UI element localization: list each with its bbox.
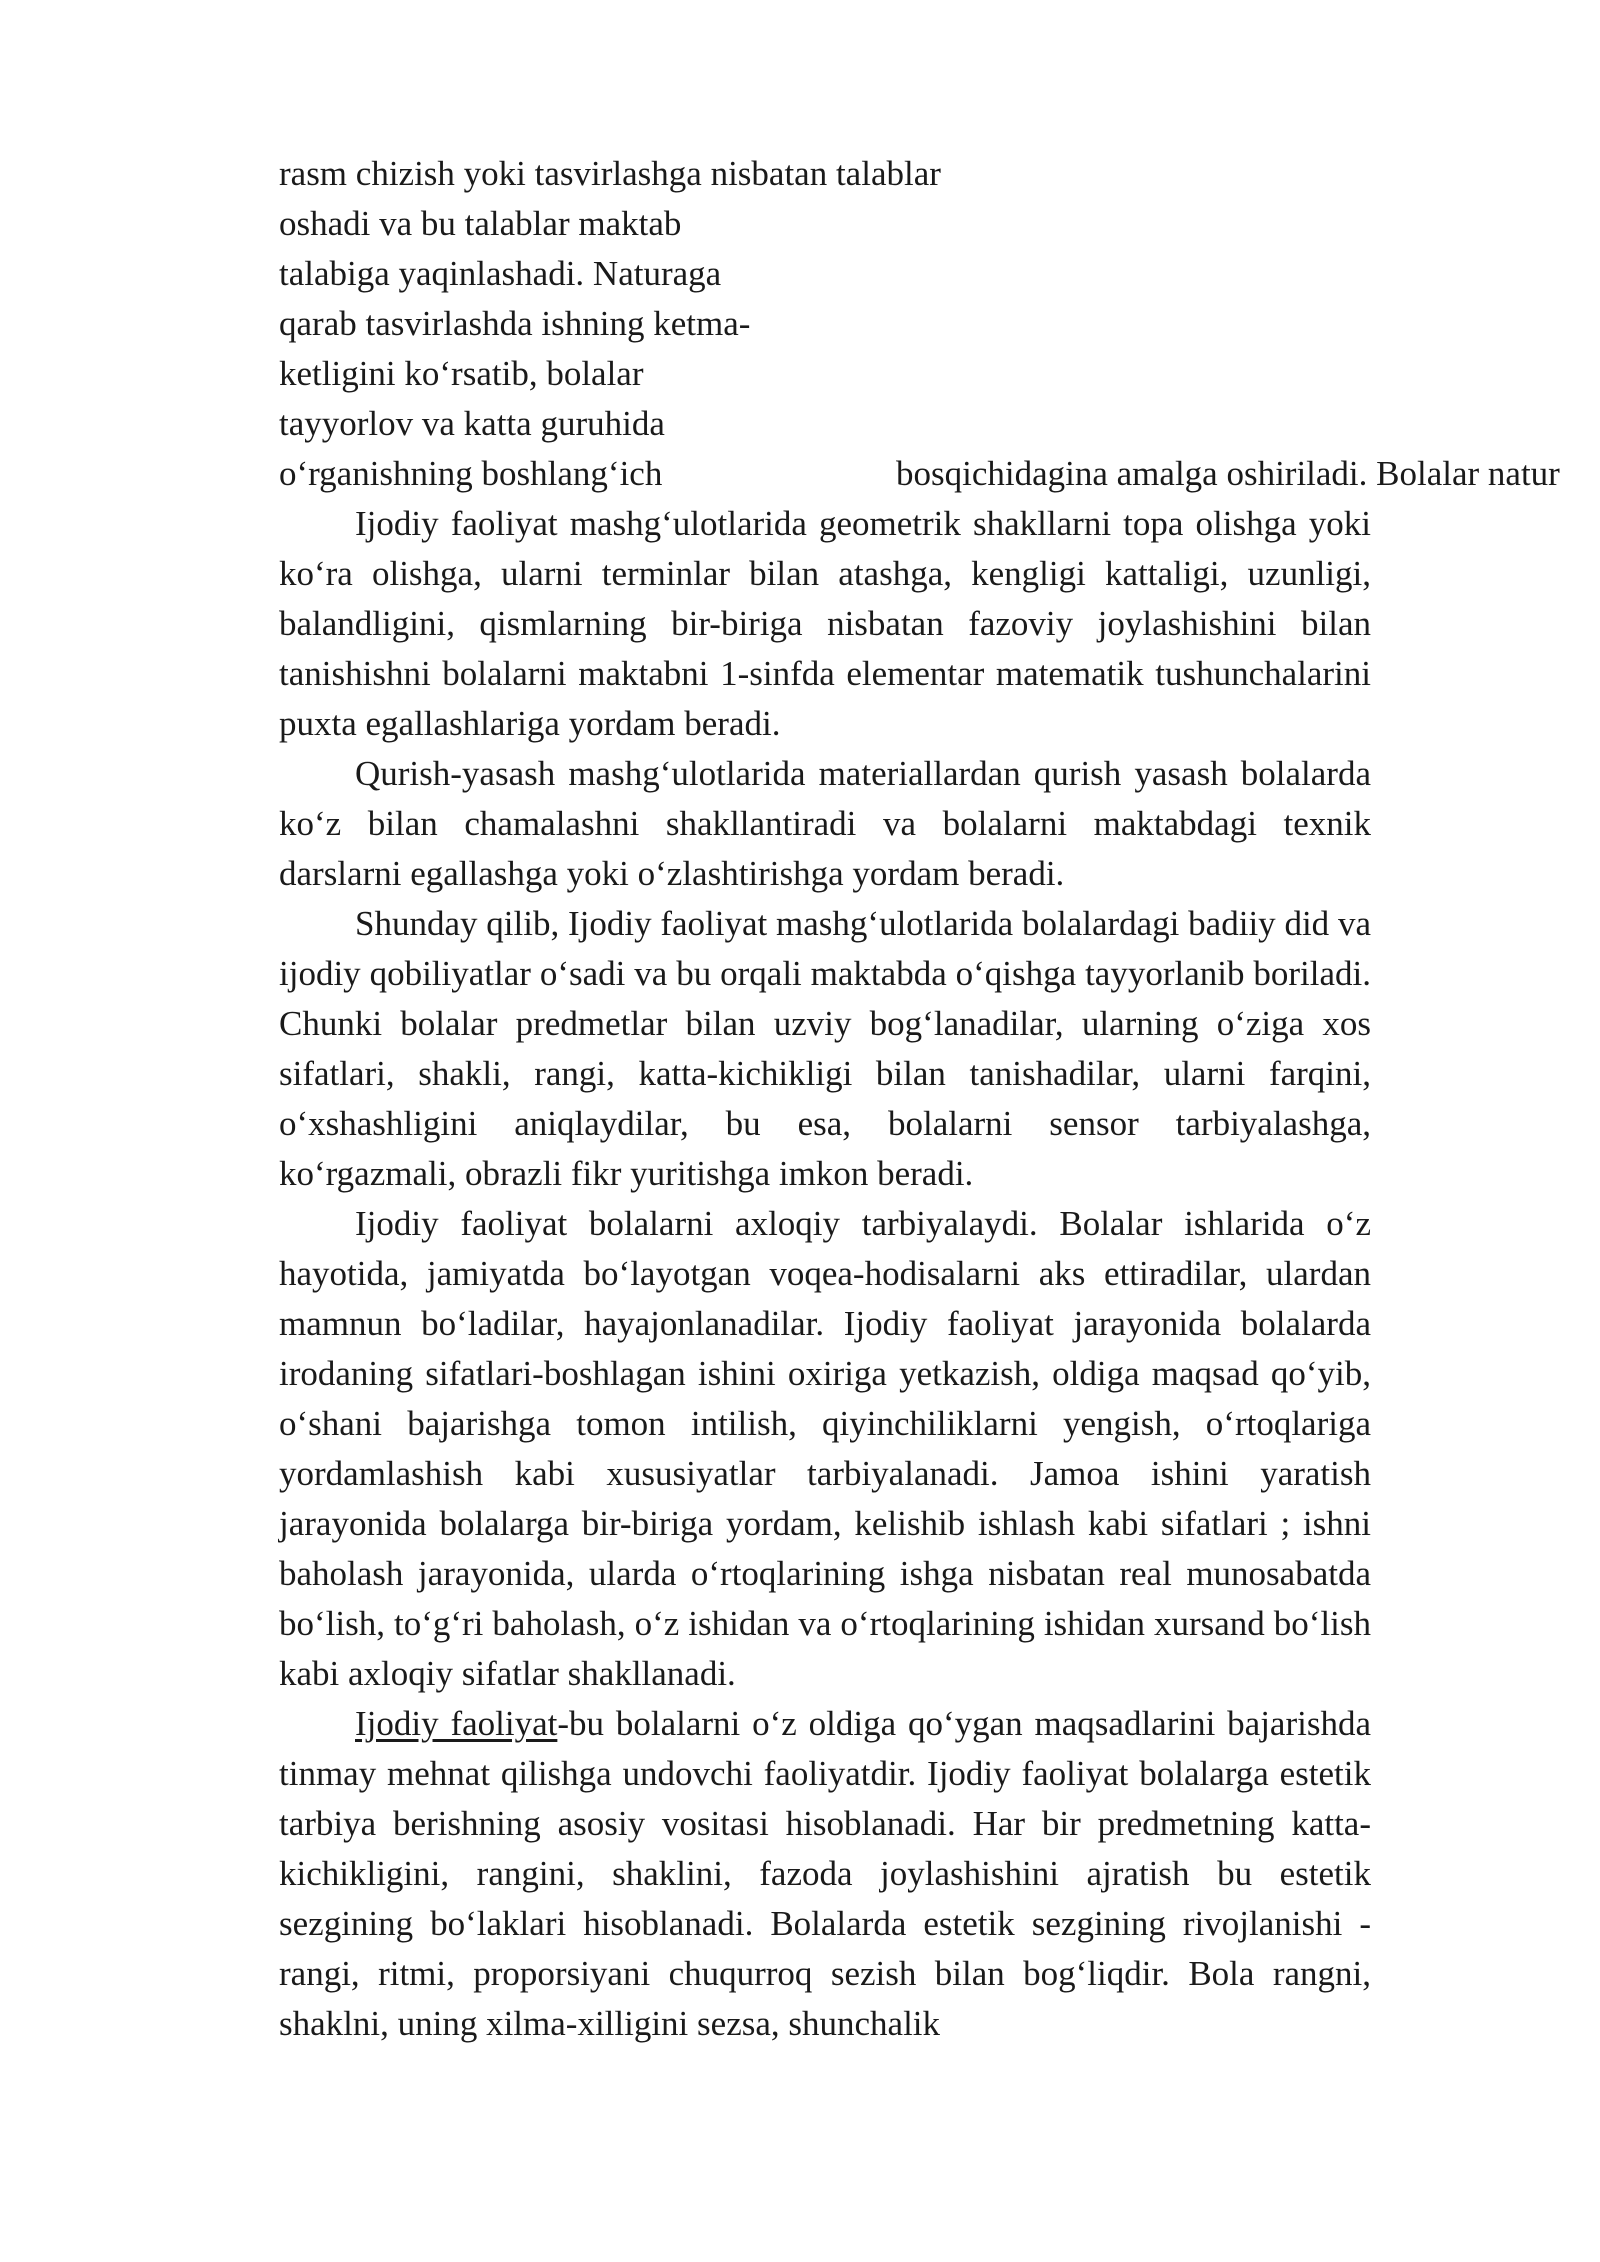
definition-text: -bu bolalarni o‘z oldiga qo‘ygan maqsadlarini bajarishda tinmay mehnat qilishga undovchi faoliyatdir. Ijodiy faoliyat bolalarga estetik tarbiya berishning asosiy vositasi hisoblanadi. Har bir predmetning katta-kichikligini, rangini, shaklini, fazoda joylashishini ajratish bu estetik sezgining bo‘laklari hisoblanadi. Bolalarda estetik sezgining rivojlanishi - rangi, ritmi, proporsiyani chuqurroq sezish bilan bog‘liqdir. Bola rangni, shaklni, uning xilma-xilligini sezsa, shunchalik: [279, 1704, 1371, 2043]
text-line-3: talabiga yaqinlashadi. Naturaga: [279, 254, 722, 293]
body-text: [279, 499, 1371, 2049]
text-line-1: rasm chizish yoki tasvirlashga nisbatan talablar: [279, 154, 941, 193]
text-line-7: o‘rganishning boshlang‘ich: [279, 454, 663, 493]
paragraph-construction: Qurish-yasash mashg‘ulotlarida materiallardan qurish yasash bolalarda ko‘z bilan chamalashni shakllantiradi va bolalarni maktabdagi texnik darslarni egallashga yoki o‘zlashtirishga yordam beradi.: [279, 754, 1371, 893]
text-line-5: ketligini ko‘rsatib, bolalar: [279, 354, 644, 393]
paragraph-geometry: Ijodiy faoliyat mashg‘ulotlarida geometrik shakllarni topa olishga yoki ko‘ra olishga, ularni terminlar bilan atashga, kengligi kattaligi, uzunligi, balandligini, qismlarning bir-biriga nisbatan fazoviy joylashishini bilan tanishishni bolalarni maktabni 1-sinfda elementar matematik tushunchalarini puxta egallashlariga yordam beradi.: [279, 504, 1371, 743]
paragraph-summary: Shunday qilib, Ijodiy faoliyat mashg‘ulotlarida bolalardagi badiiy did va ijodiy qobiliyatlar o‘sadi va bu orqali maktabda o‘qishga tayyorlanib boriladi. Chunki bolalar predmetlar bilan uzviy bog‘lanadilar, ularning o‘ziga xos sifatlari, shakli, rangi, katta-kichikligi bilan tanishadilar, ularni farqini, o‘xshashligini aniqlaydilar, bu esa, bolalarni sensor tarbiyalashga, ko‘rgazmali, obrazli fikr yuritishga imkon beradi.: [279, 904, 1371, 1193]
text-line-2: oshadi va bu talablar maktab: [279, 204, 682, 243]
paragraph-moral-education: Ijodiy faoliyat bolalarni axloqiy tarbiyalaydi. Bolalar ishlarida o‘z hayotida, jamiyatda bo‘layotgan voqea-hodisalarni aks ettiradilar, ulardan mamnun bo‘ladilar, hayajonlanadilar. Ijodiy faoliyat jarayonida bolalarda irodaning sifatlari-boshlagan ishini oxiriga yetkazish, oldiga maqsad qo‘yib, o‘shani bajarishga tomon intilish, qiyinchiliklarni yengish, o‘rtoqlariga yordamlashish kabi xususiyatlar tarbiyalanadi. Jamoa ishini yaratish jarayonida bolalarga bir-biriga yordam, kelishib ishlash kabi sifatlari ; ishni baholash jarayonida, ularda o‘rtoqlarining ishga nisbatan real munosabatda bo‘lish, to‘g‘ri baholash, o‘z ishidan va o‘rtoqlarining ishidan xursand bo‘lish kabi axloqiy sifatlar shakllanadi.: [279, 1204, 1371, 1693]
underlined-term: Ijodiy faoliyat: [355, 1704, 558, 1743]
text-line-6: tayyorlov va katta guruhida: [279, 404, 665, 443]
text-line-4: qarab tasvirlashda ishning ketma-: [279, 304, 751, 343]
paragraph-definition: [279, 1699, 1371, 2049]
overflowing-text-line: bosqichidagina amalga oshiriladi. Bolalar natur: [896, 454, 1560, 493]
